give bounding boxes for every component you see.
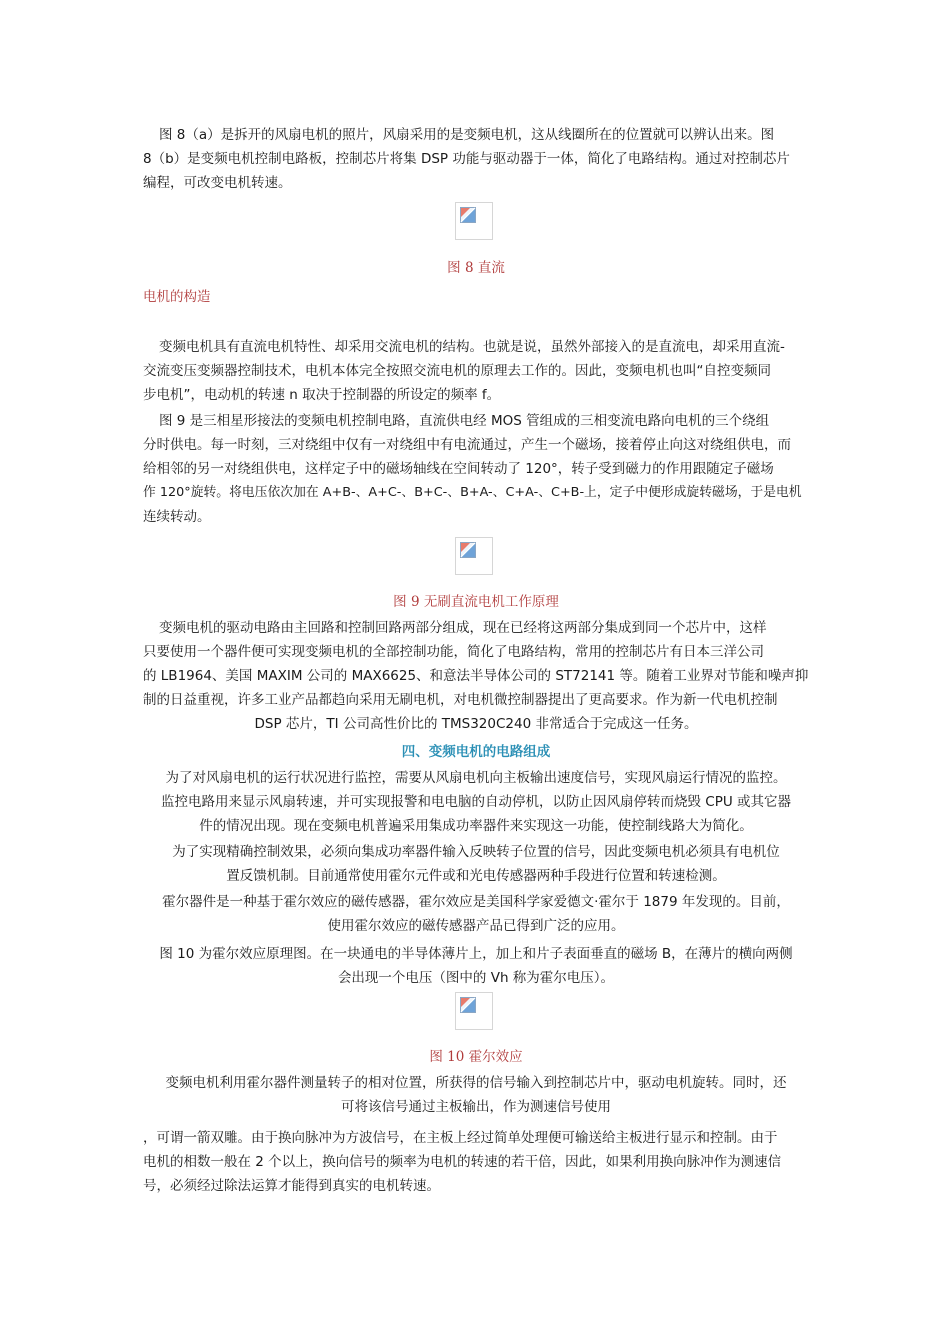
text-line: 件的情况出现。现在变频电机普遍采用集成功率器件来实现这一功能，使控制线路大为简化。 — [199, 818, 753, 834]
paragraph-monitoring — [143, 766, 809, 838]
figure-10-caption — [143, 1045, 809, 1069]
heading-text: 四、变频电机的电路组成 — [401, 744, 551, 760]
paragraph-fig9-description — [143, 409, 809, 529]
paragraph-fig8-intro — [143, 123, 809, 195]
text-line: 使用霍尔效应的磁传感器产品已得到广泛的应用。 — [327, 918, 625, 934]
broken-image-icon — [460, 997, 476, 1013]
figure-10-image — [455, 992, 493, 1030]
text-line: 给相邻的另一对绕组供电，这样定子中的磁场轴线在空间转动了 120°，转子受到磁力的作用跟随定子磁场 — [143, 461, 774, 477]
figure-8-caption — [143, 256, 809, 280]
text-line: 连续转动。 — [143, 509, 211, 525]
text-line: 变频电机具有直流电机特性、却采用交流电机的结构。也就是说，虽然外部接入的是直流电，却采用直流- — [159, 339, 785, 355]
paragraph-hall-measurement — [143, 1071, 809, 1119]
figure-9-caption — [143, 590, 809, 614]
text-line: 的 LB1964、美国 MAXIM 公司的 MAX6625、和意法半导体公司的 ST72141 等。随着工业界对节能和噪声抑 — [143, 668, 809, 684]
text-line: 变频电机利用霍尔器件测量转子的相对位置，所获得的信号输入到控制芯片中，驱动电机旋转。同时，还 — [165, 1075, 787, 1091]
caption-text: 图 8 直流 — [447, 260, 505, 276]
figure-8-image — [455, 202, 493, 240]
text-line: 图 9 是三相星形接法的变频电机控制电路，直流供电经 MOS 管组成的三相变流电路向电机的三个绕组 — [159, 413, 770, 429]
text-line: 分时供电。每一时刻，三对绕组中仅有一对绕组中有电流通过，产生一个磁场，接着停止向这对绕组供电，而 — [143, 437, 791, 453]
paragraph-hall-sensor — [143, 890, 809, 938]
paragraph-commutation-signal — [143, 1126, 809, 1198]
text-line: 监控电路用来显示风扇转速，并可实现报警和电电脑的自动停机，以防止因风扇停转而烧毁 CPU 或其它器 — [160, 794, 792, 810]
text-line: 可将该信号通过主板输出，作为测速信号使用 — [341, 1099, 611, 1115]
text-line: DSP 芯片，TI 公司高性价比的 TMS320C240 非常适合于完成这一任务。 — [254, 716, 698, 732]
text-line: 制的日益重视，许多工业产品都趋向采用无刷电机，对电机微控制器提出了更高要求。作为新一代电机控制 — [143, 692, 778, 708]
broken-image-icon — [460, 542, 476, 558]
motor-structure-link[interactable] — [143, 285, 809, 309]
text-line: 号，必须经过除法运算才能得到真实的电机转速。 — [143, 1178, 440, 1194]
caption-text: 图 10 霍尔效应 — [429, 1049, 523, 1065]
broken-image-icon — [460, 207, 476, 223]
text-line: 交流变压变频器控制技术，电机本体完全按照交流电机的原理去工作的。因此，变频电机也叫“自控变频同 — [143, 363, 771, 379]
text-line: 变频电机的驱动电路由主回路和控制回路两部分组成，现在已经将这两部分集成到同一个芯片中，这样 — [159, 620, 767, 636]
text-line: 图 10 为霍尔效应原理图。在一块通电的半导体薄片上，加上和片子表面垂直的磁场 B，在薄片的横向两侧 — [159, 946, 793, 962]
caption-text: 图 9 无刷直流电机工作原理 — [393, 594, 559, 610]
paragraph-position-feedback — [143, 840, 809, 888]
text-line: 为了对风扇电机的运行状况进行监控，需要从风扇电机向主板输出速度信号，实现风扇运行情况的监控。 — [165, 770, 787, 786]
text-line: 图 8（a）是拆开的风扇电机的照片，风扇采用的是变频电机，这从线圈所在的位置就可以辨认出来。图 — [159, 127, 775, 143]
text-line: 电机的相数一般在 2 个以上，换向信号的频率为电机的转速的若干倍，因此，如果利用换向脉冲作为测速信 — [143, 1154, 782, 1170]
text-line: 编程，可改变电机转速。 — [143, 175, 292, 191]
text-line: 置反馈机制。目前通常使用霍尔元件或和光电传感器两种手段进行位置和转速检测。 — [226, 868, 726, 884]
paragraph-motor-characteristics — [143, 335, 809, 407]
text-line: ，可谓一箭双雕。由于换向脉冲为方波信号，在主板上经过简单处理便可输送给主板进行显示和控制。由于 — [143, 1130, 778, 1146]
figure-9-image — [455, 537, 493, 575]
text-line: 霍尔器件是一种基于霍尔效应的磁传感器，霍尔效应是美国科学家爱德文·霍尔于 1879 年发现的。目前， — [162, 894, 790, 910]
text-line: 作 120°旋转。将电压依次加在 A+B-、A+C-、B+C-、B+A-、C+A-、C+B-上，定子中便形成旋转磁场，于是电机 — [143, 485, 802, 500]
link-text[interactable]: 电机的构造 — [143, 289, 211, 305]
text-line: 步电机”，电动机的转速 n 取决于控制器的所设定的频率 f。 — [143, 387, 501, 403]
text-line: 为了实现精确控制效果，必须向集成功率器件输入反映转子位置的信号，因此变频电机必须具有电机位 — [172, 844, 780, 860]
paragraph-drive-circuit — [143, 616, 809, 736]
text-line: 只要使用一个器件便可实现变频电机的全部控制功能，简化了电路结构，常用的控制芯片有日本三洋公司 — [143, 644, 764, 660]
text-line: 8（b）是变频电机控制电路板，控制芯片将集 DSP 功能与驱动器于一体，简化了电路结构。通过对控制芯片 — [143, 151, 790, 167]
section-heading-4 — [143, 740, 809, 764]
text-line: 会出现一个电压（图中的 Vh 称为霍尔电压）。 — [337, 970, 615, 986]
paragraph-fig10-description — [143, 942, 809, 990]
